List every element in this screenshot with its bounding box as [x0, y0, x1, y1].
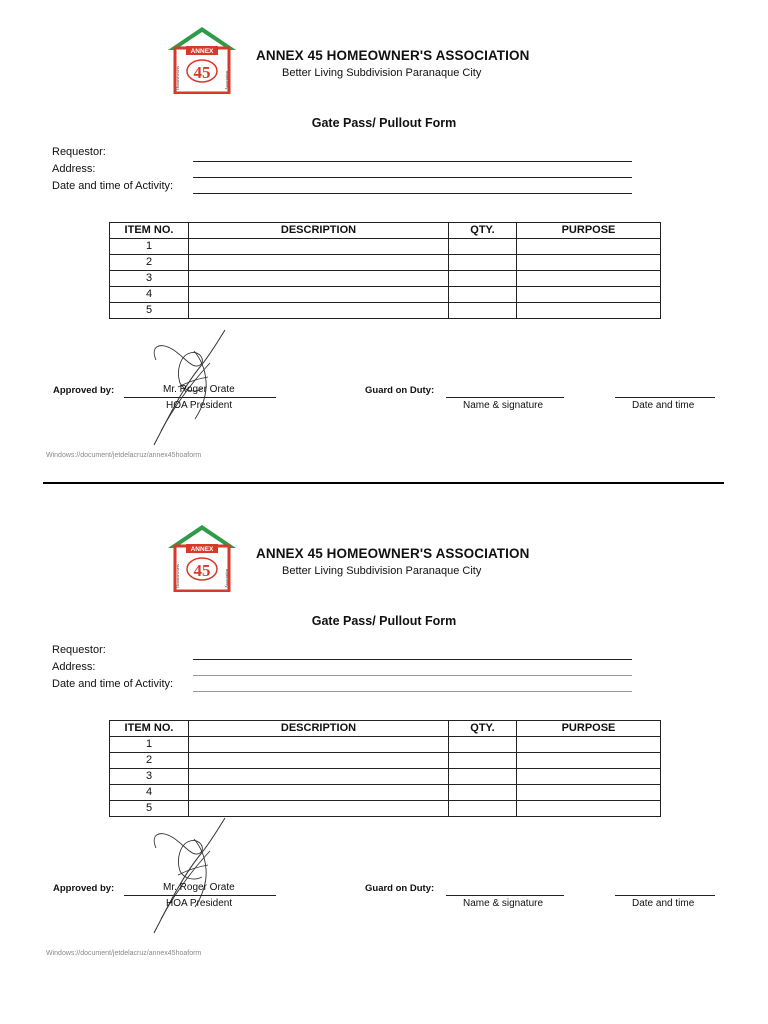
date-time-label: Date and time of Activity:: [52, 180, 174, 192]
qty-cell[interactable]: [449, 255, 517, 271]
description-cell[interactable]: [189, 303, 449, 319]
qty-cell[interactable]: [449, 737, 517, 753]
description-cell[interactable]: [189, 769, 449, 785]
description-cell[interactable]: [189, 785, 449, 801]
description-cell[interactable]: [189, 737, 449, 753]
requestor-label: Requestor:: [52, 644, 106, 656]
items-table: [109, 222, 661, 319]
logo-right-text: Association: [224, 71, 229, 90]
org-subtitle: Better Living Subdivision Paranaque City: [282, 565, 482, 577]
purpose-cell[interactable]: [517, 769, 661, 785]
qty-cell[interactable]: [449, 785, 517, 801]
header-item-no: ITEM NO.: [110, 223, 189, 239]
header-purpose: PURPOSE: [517, 721, 661, 737]
description-cell[interactable]: [189, 271, 449, 287]
table-row: [110, 753, 661, 769]
form-title: Gate Pass/ Pullout Form: [311, 116, 457, 130]
logo-number: 45: [193, 561, 211, 580]
qty-cell[interactable]: [449, 239, 517, 255]
purpose-cell[interactable]: [517, 239, 661, 255]
purpose-cell[interactable]: [517, 255, 661, 271]
item-number: 1: [110, 239, 189, 255]
org-name: ANNEX 45 HOMEOWNER'S ASSOCIATION: [256, 546, 530, 561]
guard-signature-field[interactable]: [446, 895, 564, 896]
item-number: 3: [110, 271, 189, 287]
approver-signature-line: [124, 895, 276, 896]
item-number: 5: [110, 801, 189, 817]
table-row: [110, 303, 661, 319]
qty-cell[interactable]: [449, 303, 517, 319]
table-header-row: [110, 721, 661, 737]
header-purpose: PURPOSE: [517, 223, 661, 239]
guard-on-duty-label: Guard on Duty:: [365, 883, 435, 894]
date-caption: Date and time: [632, 400, 695, 411]
header-item-no: ITEM NO.: [110, 721, 189, 737]
qty-cell[interactable]: [449, 769, 517, 785]
logo-left-text: Homeowners: [175, 66, 180, 90]
date-time-field[interactable]: [193, 193, 632, 194]
qty-cell[interactable]: [449, 287, 517, 303]
guard-date-field[interactable]: [615, 895, 715, 896]
guard-caption: Name & signature: [463, 898, 544, 909]
table-row: [110, 769, 661, 785]
guard-caption: Name & signature: [463, 400, 544, 411]
description-cell[interactable]: [189, 255, 449, 271]
gate-pass-form-top: [0, 0, 768, 490]
purpose-cell[interactable]: [517, 753, 661, 769]
hoa-logo: [167, 524, 237, 592]
document-path: Windows://document/jetdelacruz/annex45hoaform: [46, 452, 202, 459]
table-row: [110, 239, 661, 255]
header-qty: QTY.: [449, 721, 517, 737]
item-number: 5: [110, 303, 189, 319]
hoa-logo: [167, 26, 237, 94]
address-label: Address:: [52, 163, 96, 175]
address-label: Address:: [52, 661, 96, 673]
approver-signature: [148, 815, 234, 940]
qty-cell[interactable]: [449, 801, 517, 817]
guard-date-field[interactable]: [615, 397, 715, 398]
approver-signature-line: [124, 397, 276, 398]
description-cell[interactable]: [189, 753, 449, 769]
form-title: Gate Pass/ Pullout Form: [311, 614, 457, 628]
items-table: [109, 720, 661, 817]
address-field[interactable]: [193, 675, 632, 676]
table-row: [110, 255, 661, 271]
date-caption: Date and time: [632, 898, 695, 909]
logo-top-text: ANNEX: [190, 48, 214, 55]
description-cell[interactable]: [189, 287, 449, 303]
logo-top-text: ANNEX: [190, 546, 214, 553]
header-qty: QTY.: [449, 223, 517, 239]
purpose-cell[interactable]: [517, 271, 661, 287]
purpose-cell[interactable]: [517, 801, 661, 817]
address-field[interactable]: [193, 177, 632, 178]
date-time-label: Date and time of Activity:: [52, 678, 174, 690]
table-header-row: [110, 223, 661, 239]
requestor-field[interactable]: [193, 659, 632, 660]
header-description: DESCRIPTION: [189, 721, 449, 737]
logo-right-text: Association: [224, 569, 229, 588]
table-row: [110, 785, 661, 801]
purpose-cell[interactable]: [517, 287, 661, 303]
item-number: 2: [110, 255, 189, 271]
gate-pass-form-bottom: [0, 498, 768, 988]
requestor-label: Requestor:: [52, 146, 106, 158]
approver-title: HOA President: [166, 898, 233, 909]
requestor-field[interactable]: [193, 161, 632, 162]
table-row: [110, 271, 661, 287]
item-number: 4: [110, 287, 189, 303]
table-row: [110, 287, 661, 303]
purpose-cell[interactable]: [517, 737, 661, 753]
approved-by-label: Approved by:: [53, 385, 115, 396]
description-cell[interactable]: [189, 239, 449, 255]
qty-cell[interactable]: [449, 271, 517, 287]
document-path: Windows://document/jetdelacruz/annex45hoaform: [46, 950, 202, 957]
date-time-field[interactable]: [193, 691, 632, 692]
logo-number: 45: [193, 63, 211, 82]
table-row: [110, 737, 661, 753]
approver-name: Mr. Roger Orate: [163, 882, 235, 893]
org-subtitle: Better Living Subdivision Paranaque City: [282, 67, 482, 79]
guard-on-duty-label: Guard on Duty:: [365, 385, 435, 396]
header-description: DESCRIPTION: [189, 223, 449, 239]
approver-title: HOA President: [166, 400, 233, 411]
item-number: 2: [110, 753, 189, 769]
purpose-cell[interactable]: [517, 785, 661, 801]
guard-signature-field[interactable]: [446, 397, 564, 398]
item-number: 3: [110, 769, 189, 785]
purpose-cell[interactable]: [517, 303, 661, 319]
org-name: ANNEX 45 HOMEOWNER'S ASSOCIATION: [256, 48, 530, 63]
item-number: 4: [110, 785, 189, 801]
qty-cell[interactable]: [449, 753, 517, 769]
approver-name: Mr. Roger Orate: [163, 384, 235, 395]
item-number: 1: [110, 737, 189, 753]
approved-by-label: Approved by:: [53, 883, 115, 894]
logo-left-text: Homeowners: [175, 564, 180, 588]
cut-divider: [43, 482, 724, 484]
